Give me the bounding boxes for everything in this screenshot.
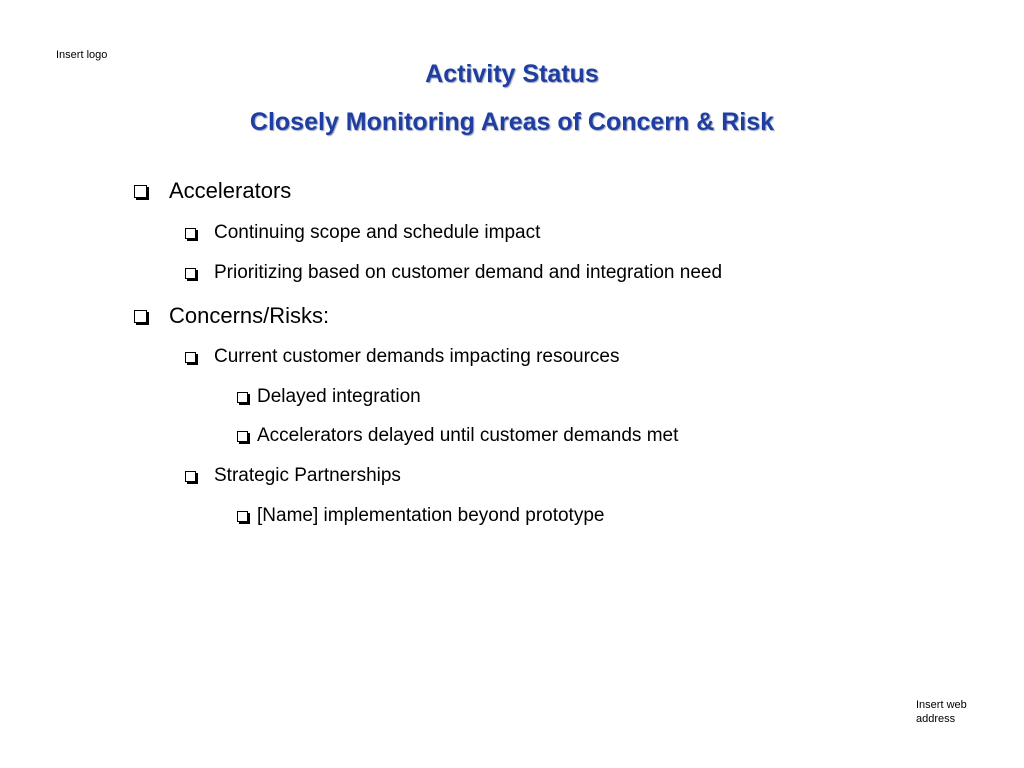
checkbox-square-icon xyxy=(134,185,147,198)
checkbox-square-icon xyxy=(237,511,248,522)
bullet-item xyxy=(237,386,421,408)
bullet-item xyxy=(185,222,540,244)
bullet-text: Strategic Partnerships xyxy=(214,465,401,486)
checkbox-square-icon xyxy=(237,431,248,442)
bullet-text: Accelerators delayed until customer demands met xyxy=(257,425,679,446)
bullet-text: Prioritizing based on customer demand and integration need xyxy=(214,262,723,283)
slide-title: Activity Status xyxy=(425,60,599,88)
bullet-item xyxy=(185,465,401,487)
checkbox-square-icon xyxy=(185,471,196,482)
checkbox-square-icon xyxy=(185,228,196,239)
bullet-text: Continuing scope and schedule impact xyxy=(214,222,541,243)
bullet-item xyxy=(134,178,291,204)
bullet-item xyxy=(134,303,329,329)
logo-placeholder: Insert logo xyxy=(56,49,108,61)
bullet-text: Accelerators xyxy=(169,178,292,203)
checkbox-square-icon xyxy=(134,310,147,323)
bullet-text: [Name] implementation beyond prototype xyxy=(257,505,605,526)
slide-subtitle: Closely Monitoring Areas of Concern & Risk xyxy=(249,108,775,136)
checkbox-square-icon xyxy=(185,352,196,363)
bullet-item xyxy=(237,505,604,527)
checkbox-square-icon xyxy=(237,392,248,403)
bullet-text: Current customer demands impacting resources xyxy=(214,346,620,367)
checkbox-square-icon xyxy=(185,268,196,279)
bullet-item xyxy=(237,425,678,447)
bullet-text: Concerns/Risks: xyxy=(169,303,330,328)
bullet-item xyxy=(185,262,722,284)
bullet-item xyxy=(185,346,620,368)
web-address-placeholder: Insert web address xyxy=(916,699,967,725)
bullet-text: Delayed integration xyxy=(257,386,421,407)
